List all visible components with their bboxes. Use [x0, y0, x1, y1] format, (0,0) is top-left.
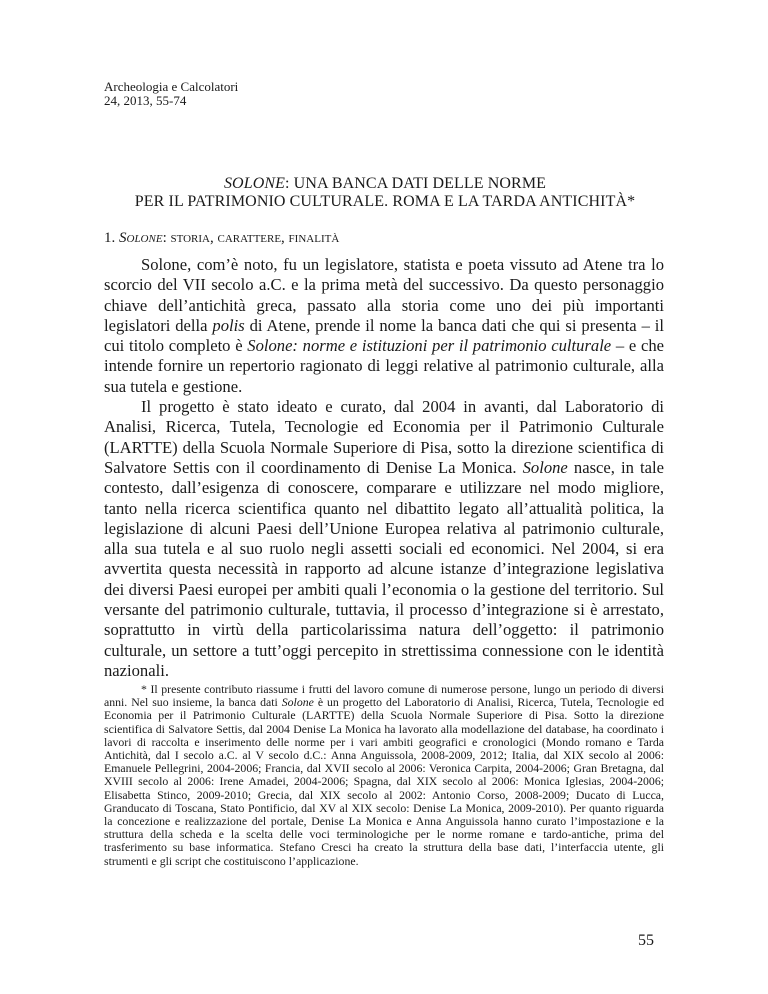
journal-header — [104, 80, 238, 108]
paragraph-1 — [104, 255, 664, 397]
footnote — [104, 683, 664, 868]
title-line-1-rest: : UNA BANCA DATI DELLE NORME — [285, 175, 547, 192]
journal-issue: 24, 2013, 55-74 — [104, 93, 187, 108]
section-name-italic: Solone — [119, 230, 163, 246]
section-heading — [104, 229, 339, 247]
p2-text-1: Il progetto è stato ideato e curato, dal 2004 in avanti, dal Laboratorio di Analisi, Ricerca, Tutela, Tecnologie ed Economia per il Patrimonio Culturale (LARTTE) della Scuola Normale Superiore di Pisa, sotto la direzione scientifica di Salvatore Settis con il coordinamento di Denise La Monica. — [104, 397, 664, 477]
title-solone-italic: SOLONE — [223, 175, 286, 192]
p1-text-2: di Atene, prende il nome la banca dati che qui si presenta – il cui titolo completo è — [104, 315, 665, 356]
p1-italic-polis: polis — [212, 315, 245, 335]
title-line-2: PER IL PATRIMONIO CULTURALE. ROMA E LA TARDA ANTICHITÀ* — [134, 193, 636, 210]
journal-name: Archeologia e Calcolatori — [104, 79, 239, 94]
title-line-1 — [96, 175, 674, 193]
p1-italic-fulltitle: Solone: norme e istituzioni per il patrimonio culturale — [247, 336, 612, 356]
footnote-text-2: è un progetto del Laboratorio di Analisi, Ricerca, Tutela, Tecnologie ed Economia per il Patrimonio Culturale (LARTTE) della Scuola Normale Superiore di Pisa. Sotto la direzione scientifica di Salvatore Settis, dal 2004 Denise La Monica ha lavorato alla modellazione del database, ha coordinato i lavori di raccolta e inserimento delle norme per i vari ambiti geografici e cronologici (Mondo romano e Tarda Antichità, dal I secolo a.C. al V secolo d.C.: Anna Anguissola, 2008-2009, 2012; Italia, dal XIX secolo al 2006: Emanuele Pellegrini, 2004-2006; Francia, dal XVII secolo al 2006: Veronica Carpita, 2004-2006; Gran Bretagna, dal XVIII secolo al 2006: Irene Amadei, 2004-2006; Spagna, dal XIX secolo al 2006: Monica Iglesias, 2004-2006; Elisabetta Stinco, 2009-2010; Grecia, dal XIX secolo al 2002: Antonio Corso, 2008-2009; Ducato di Lucca, Granducato di Toscana, Stato Pontificio, dal XV al XIX secolo: Denise La Monica, 2009-2010). Per quanto riguarda la concezione e realizzazione del portale, Denise La Monica e Anna Anguissola hanno curato l’impostazione e la struttura della scheda e la scelta delle voci terminologiche per le norme romane e tardo-antiche, prima del trasferimento su base informatica. Stefano Cresci ha creato la struttura della base dati, l’interfaccia utente, gli strumenti e gli script che costituiscono l’applicazione. — [104, 695, 664, 868]
p2-text-2: nasce, in tale contesto, dall’esigenza di conoscere, comparare e utilizzare nel modo migliore, tanto nella ricerca scientifica quanto nel dibattito legato all’attualità politica, la legislazione di alcuni Paesi dell’Unione Europea relativa al patrimonio culturale, alla sua tutela e al suo ruolo negli assetti sociali ed economici. Nel 2004, si era avvertita questa necessità in rapporto ad alcune istanze d’integrazione legislativa dei diversi Paesi europei per ambiti quali l’economia o la gestione del territorio. Sul versante del patrimonio culturale, tuttavia, il processo d’integrazione si è arrestato, soprattutto in virtù della particolarissima natura dell’oggetto: il patrimonio culturale, un settore a tutt’oggi percepito in strettissima connessione con le identità nazionali. — [104, 457, 664, 680]
p1-text-1: Solone, com’è noto, fu un legislatore, statista e poeta vissuto ad Atene tra lo scorcio del VII secolo a.C. e la prima metà del successivo. Da questo personaggio chiave dell’antichità greca, passato alla storia come uno dei più importanti legislatori della — [104, 255, 664, 335]
body-text — [104, 255, 664, 681]
p1-text-3: – e che intende fornire un repertorio ragionato di leggi relative al patrimonio culturale, alla sua tutela e gestione. — [104, 336, 664, 396]
article-title — [96, 175, 674, 211]
page-number: 55 — [638, 932, 654, 949]
section-rest: : storia, carattere, finalità — [162, 230, 340, 246]
footnote-italic-solone: Solone — [281, 695, 314, 710]
p2-italic-solone: Solone — [522, 457, 568, 477]
footnote-text-1: * Il presente contributo riassume i frutti del lavoro comune di numerose persone, lungo un periodo di diversi anni. Nel suo insieme, la banca dati — [104, 682, 664, 710]
section-number: 1. — [104, 230, 119, 246]
paragraph-2 — [104, 397, 664, 681]
